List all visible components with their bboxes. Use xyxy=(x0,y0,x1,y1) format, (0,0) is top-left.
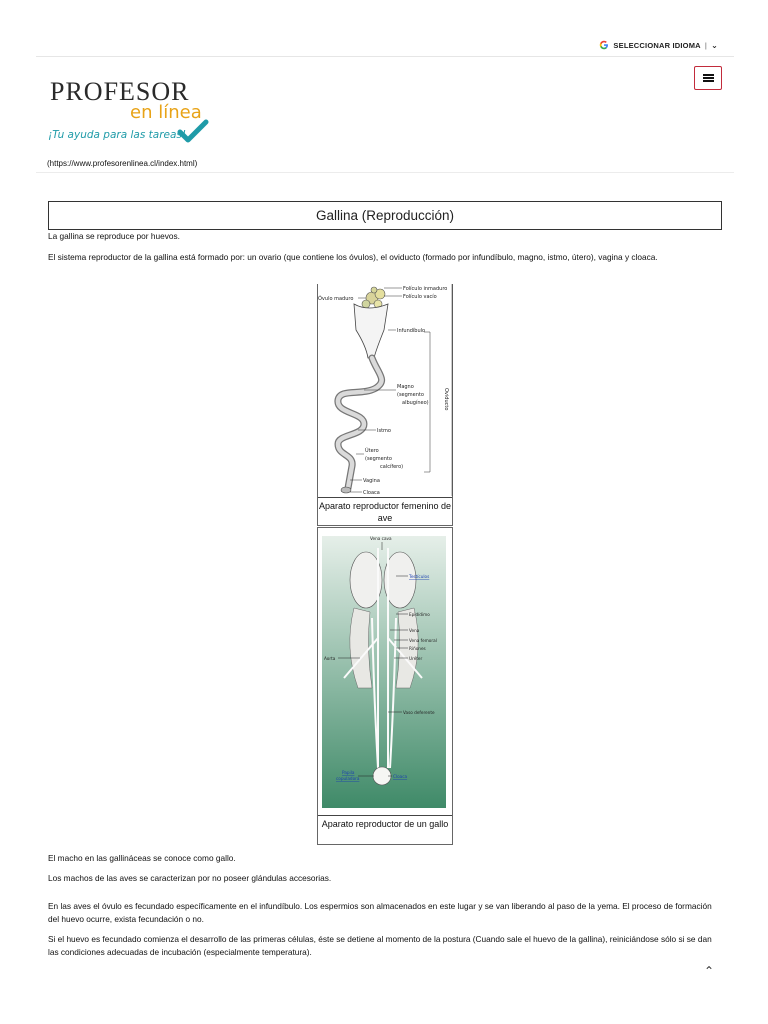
label-utero-2: (segmento xyxy=(365,456,392,462)
logo-line2: en línea xyxy=(130,102,202,123)
label-utero: Útero xyxy=(365,448,379,454)
label-papila-2: copuladora xyxy=(336,776,360,781)
paragraph-2: El sistema reproductor de la gallina está formado por: un ovario (que contiene los óvulos), el oviducto (formado por infundíbulo, magno, istmo, útero), vagina y cloaca. xyxy=(48,252,658,262)
paragraph-1: La gallina se reproduce por huevos. xyxy=(48,231,180,241)
oviduct-diagram xyxy=(318,284,454,496)
language-selector-label: SELECCIONAR IDIOMA xyxy=(613,40,701,50)
page-title: Gallina (Reproducción) xyxy=(48,201,722,230)
label-magno-2: (segmento xyxy=(397,392,424,398)
figure-male-reproductive xyxy=(317,527,453,845)
chevron-up-icon: ⌃ xyxy=(704,964,715,978)
paragraph-5: En las aves el óvulo es fecundado específicamente en el infundíbulo. Los espermios son almacenados en este lugar y se van liberando al paso de la yema. El proceso de formación del huevo ocurre, exista fecundación o no. xyxy=(48,901,712,924)
ovary-illustration xyxy=(362,287,385,308)
label-folic-vacio: Folículo vacío xyxy=(403,294,437,300)
logo-line1: PROFESOR xyxy=(50,77,190,106)
label-aorta: Aorta xyxy=(324,656,336,661)
home-link[interactable]: (https://www.profesorenlinea.cl/index.html) xyxy=(47,159,198,168)
label-ureter: Uréter xyxy=(409,656,423,661)
label-folic-inmaduro: Folículo inmaduro xyxy=(403,286,448,292)
paragraph-3: El macho en las gallináceas se conoce como gallo. xyxy=(48,853,236,863)
divider: | xyxy=(704,40,708,50)
figure-female-reproductive xyxy=(317,284,453,526)
figure-caption: Aparato reproductor femenino de ave xyxy=(318,501,452,523)
google-g-icon xyxy=(599,40,609,50)
label-infundibulo: Infundíbulo xyxy=(397,328,426,334)
label-vena-cava: Vena cava xyxy=(370,536,392,541)
label-utero-3: calcífero) xyxy=(380,464,404,470)
paragraph-4: Los machos de las aves se caracterizan por no poseer glándulas accesorias. xyxy=(48,873,332,883)
figure-caption: Aparato reproductor de un gallo xyxy=(321,819,449,829)
menu-button[interactable] xyxy=(694,66,722,90)
label-ovulo: Óvulo maduro xyxy=(318,296,354,302)
label-oviducto: Oviducto xyxy=(443,388,449,411)
header-divider xyxy=(36,56,734,57)
label-cloaca: Cloaca xyxy=(363,490,380,496)
label-testiculos: Testículos xyxy=(409,574,430,579)
label-magno-3: albugíneo) xyxy=(402,400,429,406)
label-papila: Papila xyxy=(342,770,355,775)
paragraph-6: Si el huevo es fecundado comienza el desarrollo de las primeras células, éste se detiene al momento de la postura (Cuando sale el huevo de la gallina), reiniciándose sólo si se dan las condiciones adecuadas de incubación (especialmente temperatura). xyxy=(48,934,712,957)
scroll-to-top-button[interactable] xyxy=(704,964,714,978)
label-magno: Magno xyxy=(397,384,414,390)
label-cloaca-male: Cloaca xyxy=(393,774,408,779)
label-vena-femoral: Vena femoral xyxy=(409,638,437,643)
label-vena: Vena xyxy=(409,628,420,633)
site-logo[interactable] xyxy=(48,76,228,156)
label-vaso: Vaso deferente xyxy=(403,710,435,715)
label-vagina: Vagina xyxy=(363,478,380,484)
label-epididimo: Epidídimo xyxy=(409,612,430,617)
chevron-down-icon: ⌄ xyxy=(711,40,718,50)
language-selector[interactable] xyxy=(599,40,718,50)
caption-divider xyxy=(318,815,452,816)
label-istmo: Istmo xyxy=(377,428,391,434)
caption-divider xyxy=(318,497,452,498)
header-bottom-divider xyxy=(36,172,734,173)
hamburger-icon xyxy=(703,74,714,82)
logo-tagline: ¡Tu ayuda para las tareas! xyxy=(48,129,187,141)
rooster-diagram xyxy=(318,528,454,814)
label-rinones: Riñones xyxy=(409,646,426,651)
